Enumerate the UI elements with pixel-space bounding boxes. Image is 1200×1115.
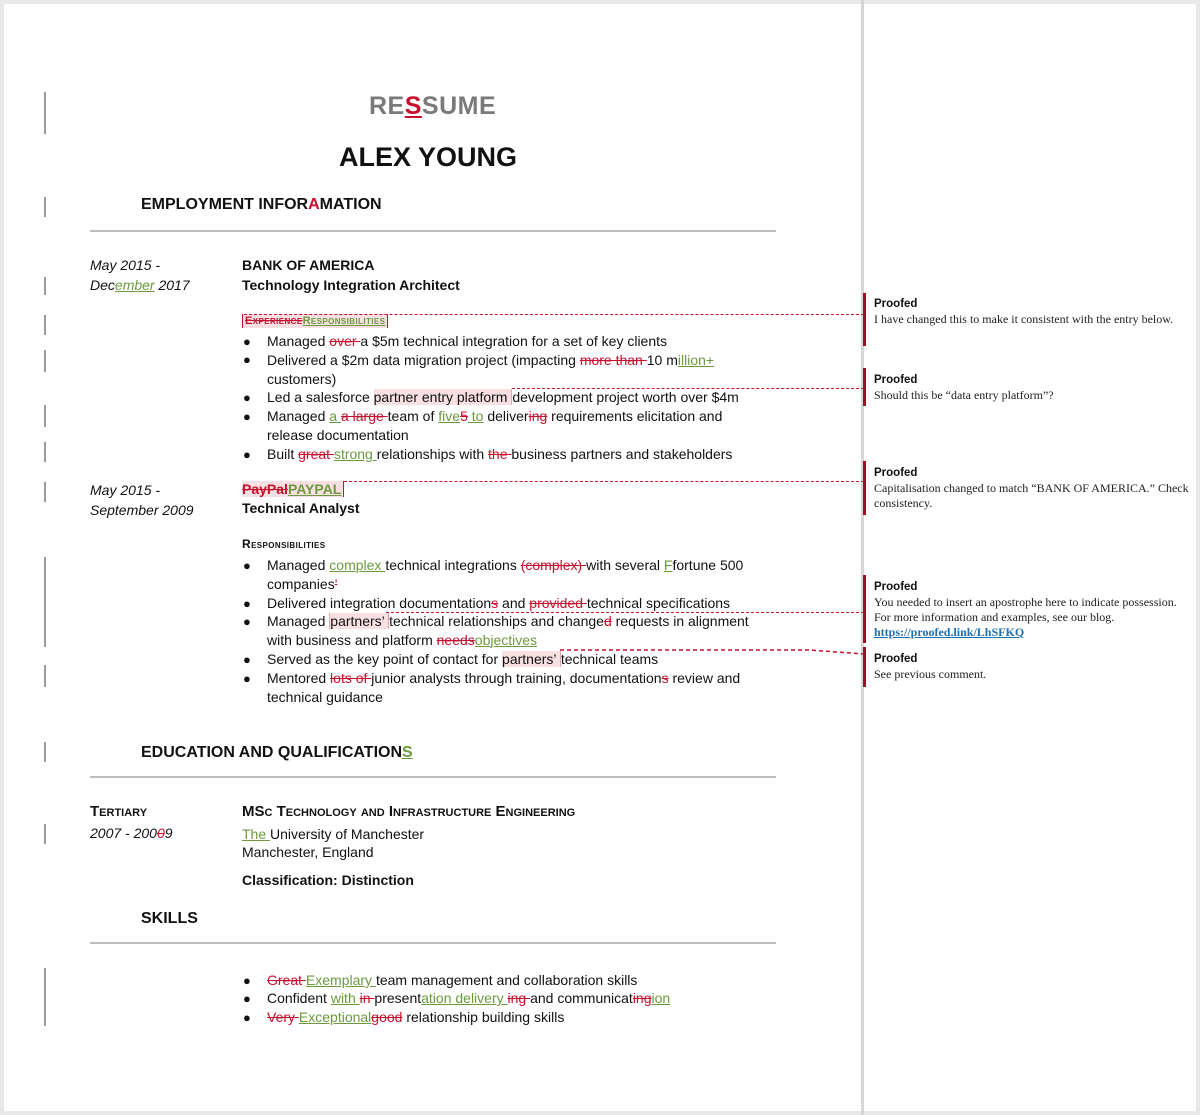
comment-marker — [863, 461, 866, 515]
bullet-glyph: ● — [243, 973, 251, 988]
job1-resp-heading: ExperienceResponsibilities — [242, 314, 388, 328]
page-divider — [861, 0, 864, 1115]
job1-bullet: Managed a a large team of five5 to delivering requirements elicitation and release documentation — [267, 408, 723, 443]
bullet-glyph: ● — [243, 614, 251, 629]
section-rule — [90, 776, 776, 778]
comment-text: I have changed this to make it consistent with the entry below. — [874, 312, 1174, 326]
comment-author: Proofed — [874, 374, 918, 386]
comment[interactable] — [874, 653, 1194, 682]
section-rule — [90, 230, 776, 232]
comment-marker — [863, 575, 866, 643]
comment[interactable] — [874, 467, 1194, 511]
comment-connector — [386, 612, 864, 613]
job2-dates: May 2015 - September 2009 — [90, 482, 194, 518]
job2-resp-heading: Responsibilities — [242, 537, 326, 551]
bullet-glyph: ● — [243, 652, 251, 667]
education-heading: EDUCATION AND QUALIFICATIONS — [141, 744, 413, 761]
change-bar — [44, 442, 46, 462]
comment-connector — [512, 388, 864, 389]
classification: Classification: Distinction — [242, 872, 414, 888]
comment-author: Proofed — [874, 581, 918, 593]
change-bar — [44, 350, 46, 372]
employment-heading: EMPLOYMENT INFORAMATION — [141, 196, 382, 213]
comment-connector — [344, 481, 864, 482]
doc-title: RESSUME — [369, 92, 497, 120]
job2-bullet: Managed complex technical integrations (complex) with several Ffortune 500 companies' — [267, 557, 744, 592]
comment-text: See previous comment. — [874, 667, 987, 681]
comment[interactable] — [874, 374, 1194, 403]
change-bar — [44, 665, 46, 687]
job1-bullet: Built great strong relationships with the business partners and stakeholders — [267, 446, 733, 462]
change-bar — [44, 315, 46, 335]
education-years: 2007 - 20009 — [90, 825, 173, 841]
change-bar — [44, 197, 46, 217]
change-bar — [44, 742, 46, 762]
job2-title: Technical Analyst — [242, 500, 360, 516]
change-bar — [44, 482, 46, 502]
change-bar — [44, 824, 46, 844]
job1-bullet: Delivered a $2m data migration project (impacting more than 10 million+ customers) — [267, 352, 715, 387]
education-level: Tertiary — [90, 803, 148, 820]
change-bar — [44, 968, 46, 1026]
job1-bullet: Managed over a $5m technical integration for a set of key clients — [267, 333, 668, 349]
change-bar — [44, 92, 46, 134]
degree-title: MSc Technology and Infrastructure Engineering — [242, 803, 576, 820]
bullet-glyph: ● — [243, 352, 251, 367]
bullet-glyph: ● — [243, 671, 251, 686]
job1-dates: May 2015 - December 2017 — [90, 257, 190, 293]
job2-bullet: Mentored lots of junior analysts through training, documentations review and technical guidance — [267, 670, 741, 705]
job2-bullet: Served as the key point of contact for partners’ technical teams — [267, 651, 659, 667]
skills-bullet: Confident with in presentation delivery ing and communicatingion — [267, 990, 671, 1006]
bullet-glyph: ● — [243, 334, 251, 349]
candidate-name: ALEX YOUNG — [339, 142, 518, 172]
comment-author: Proofed — [874, 653, 918, 665]
bullet-glyph: ● — [243, 558, 251, 573]
comment-link[interactable]: https://proofed.link/LhSFKQ — [874, 625, 1025, 639]
bullet-glyph: ● — [243, 390, 251, 405]
comment-author: Proofed — [874, 467, 918, 479]
comment-marker — [863, 368, 866, 406]
comment-connector — [560, 640, 866, 670]
job2-bullet: Delivered integration documentations and provided technical specifications — [267, 595, 731, 611]
comment-text: Capitalisation changed to match “BANK OF AMERICA.” Check consistency. — [874, 481, 1189, 510]
change-bar — [44, 405, 46, 427]
skills-bullet: Very Exceptionalgood relationship building skills — [267, 1009, 565, 1025]
change-bar — [44, 557, 46, 647]
comment-author: Proofed — [874, 298, 918, 310]
comment[interactable] — [874, 298, 1194, 327]
skills-bullet: Great Exemplary team management and collaboration skills — [267, 972, 638, 988]
section-rule — [90, 942, 776, 944]
comment-connector — [244, 314, 864, 315]
skills-heading: SKILLS — [141, 910, 198, 927]
bullet-glyph: ● — [243, 1010, 251, 1025]
university: The University of Manchester — [242, 826, 425, 842]
job1-company: BANK OF AMERICA — [242, 257, 375, 273]
bullet-glyph: ● — [243, 447, 251, 462]
job2-company: PayPalPAYPAL — [242, 481, 344, 497]
bullet-glyph: ● — [243, 596, 251, 611]
job1-bullet: Led a salesforce partner entry platform development project worth over $4m — [267, 389, 739, 405]
comment[interactable] — [874, 581, 1194, 640]
bullet-glyph: ● — [243, 991, 251, 1006]
education-location: Manchester, England — [242, 844, 374, 860]
job2-bullet: Managed partners’ technical relationships and changed requests in alignment with business and platform needsobjectives — [267, 613, 749, 648]
comment-text: Should this be “data entry platform”? — [874, 388, 1054, 402]
comment-marker — [863, 293, 866, 346]
change-bar — [44, 277, 46, 295]
bullet-glyph: ● — [243, 409, 251, 424]
job1-title: Technology Integration Architect — [242, 277, 460, 293]
comment-marker — [863, 647, 866, 687]
comment-text: You needed to insert an apostrophe here to indicate possession. For more information and examples, see our blog. — [874, 595, 1177, 624]
